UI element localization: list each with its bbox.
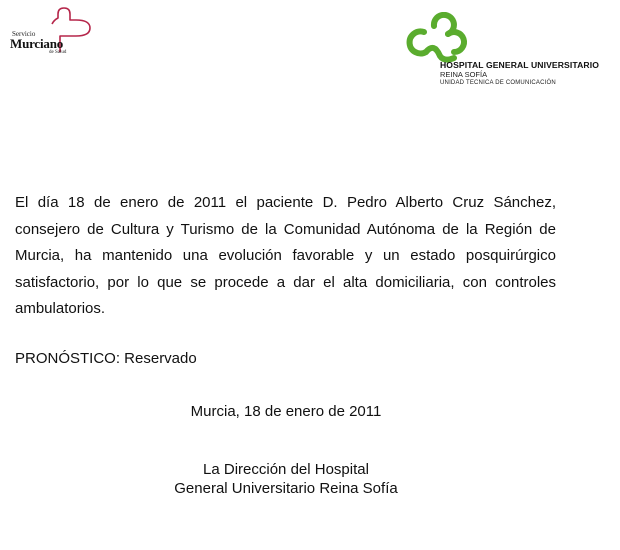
logo-text-hospital: HOSPITAL GENERAL UNIVERSITARIO <box>440 60 599 70</box>
logo-text-de-salud: de Salud <box>49 50 67 55</box>
logo-text-reina-sofia: REINA SOFÍA <box>440 70 488 79</box>
hospital-reina-sofia-logo <box>404 12 614 92</box>
signature-block <box>0 460 572 498</box>
signature-line-2: General Universitario Reina Sofía <box>174 480 398 497</box>
logo-text-murciano: Murciano <box>10 36 64 51</box>
servicio-murciano-de-salud-logo <box>8 6 98 54</box>
logo-text-unidad: UNIDAD TECNICA DE COMUNICACIÓN <box>440 80 556 86</box>
signature-line-1: La Dirección del Hospital <box>203 461 369 478</box>
green-knot-icon <box>404 12 474 64</box>
prognosis-line: PRONÓSTICO: Reservado <box>15 350 197 367</box>
logo-text-servicio: Servicio <box>12 30 36 38</box>
body-paragraph: El día 18 de enero de 2011 el paciente D. Pedro Alberto Cruz Sánchez, consejero de Cultura y Turismo de la Comunidad Autónoma de la Región de Murcia, ha mantenido una evolución favorable y un estado posquirúrgico satisfactorio, por lo que se procede a dar el alta domiciliaria, con controles ambulatorios. <box>15 194 556 317</box>
place-date-line: Murcia, 18 de enero de 2011 <box>190 403 382 420</box>
